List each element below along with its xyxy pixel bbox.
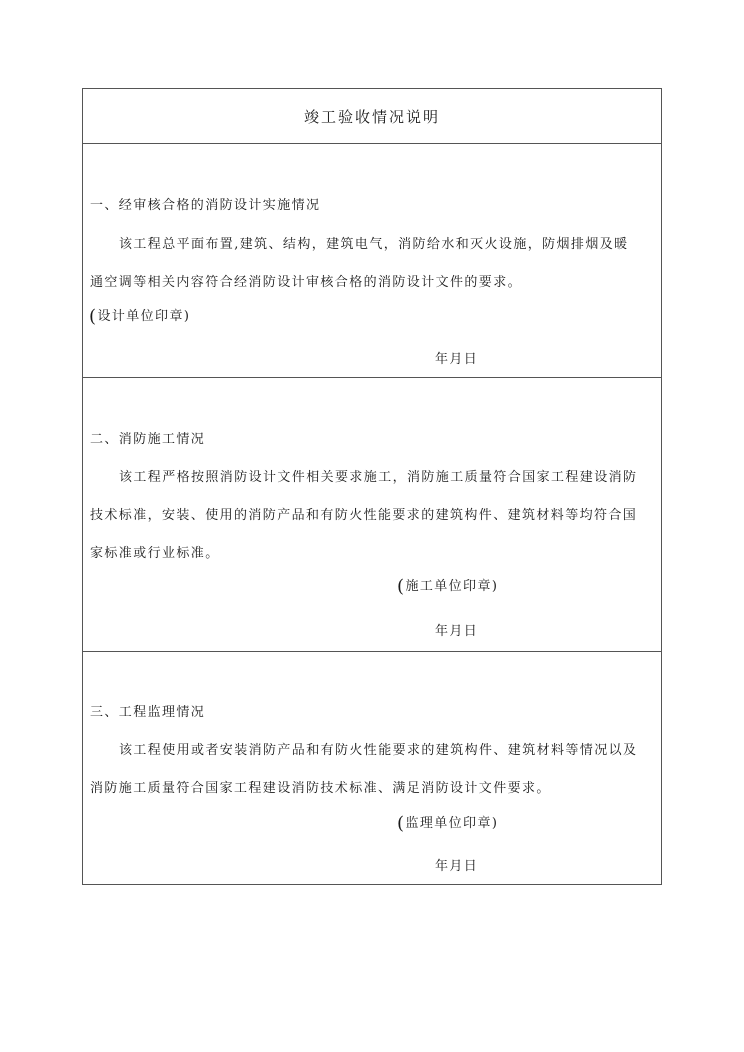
close-paren: ) (183, 309, 191, 324)
stamp-label-design-unit (89, 304, 190, 325)
date-field: 年月日 (435, 624, 479, 639)
paragraph-line: 该工程总平面布置,建筑、结构，建筑电气，消防给水和灭火设施，防烟排烟及暖 (119, 237, 629, 252)
date-field: 年月日 (435, 859, 479, 874)
paragraph-line: 家标准或行业标准。 (90, 546, 220, 561)
open-paren: ( (89, 306, 98, 327)
stamp-text: 施工单位印章 (405, 579, 492, 594)
close-paren: ) (491, 816, 499, 831)
close-paren: ) (491, 579, 499, 594)
date-field: 年月日 (435, 352, 479, 367)
section-heading: 二、消防施工情况 (90, 432, 206, 447)
form-title: 竣工验收情况说明 (83, 89, 661, 144)
paragraph-line: 该工程严格按照消防设计文件相关要求施工，消防施工质量符合国家工程建设消防 (119, 470, 638, 485)
section-heading: 三、工程监理情况 (90, 705, 206, 720)
section-design-implementation (83, 144, 661, 378)
stamp-text: 监理单位印章 (405, 816, 492, 831)
section-construction (83, 378, 661, 652)
paragraph-line: 消防施工质量符合国家工程建设消防技术标准、满足消防设计文件要求。 (90, 781, 551, 796)
open-paren: ( (397, 813, 406, 834)
paragraph-line: 通空调等相关内容符合经消防设计审核合格的消防设计文件的要求。 (90, 275, 523, 290)
stamp-text: 设计单位印章 (97, 309, 184, 324)
section-heading: 一、经审核合格的消防设计实施情况 (90, 198, 321, 213)
paragraph-line: 技术标准，安装、使用的消防产品和有防火性能要求的建筑构件、建筑材料等均符合国 (90, 508, 638, 523)
paragraph-line: 该工程使用或者安装消防产品和有防火性能要求的建筑构件、建筑材料等情况以及 (119, 743, 638, 758)
section-supervision (83, 652, 661, 884)
stamp-label-supervision-unit (397, 811, 498, 832)
stamp-label-construction-unit (397, 574, 498, 595)
open-paren: ( (397, 576, 406, 597)
acceptance-form-table (82, 88, 662, 885)
